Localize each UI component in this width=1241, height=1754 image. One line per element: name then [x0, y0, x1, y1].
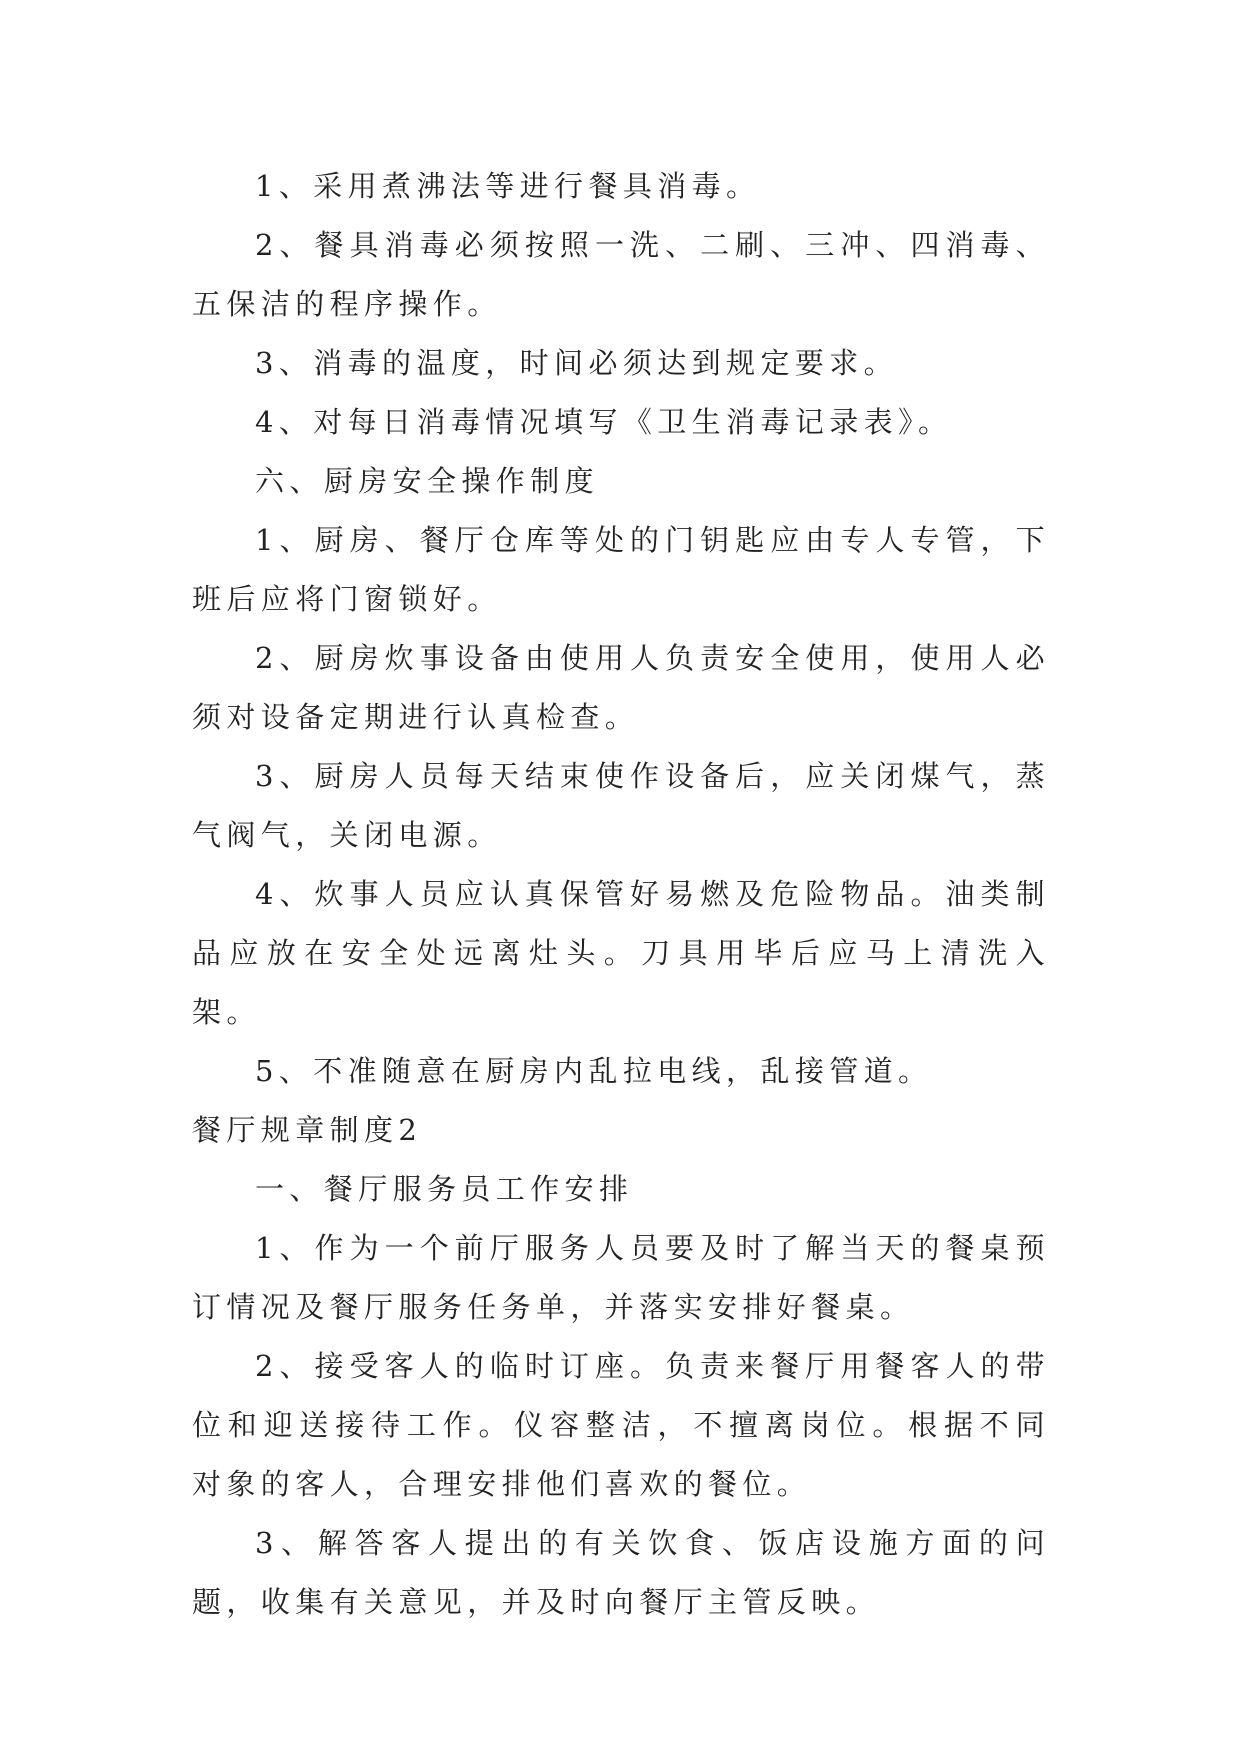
paragraph: 1、作为一个前厅服务人员要及时了解当天的餐桌预订情况及餐厅服务任务单，并落实安排好餐桌。: [192, 1231, 1050, 1324]
section-heading: 一、餐厅服务员工作安排: [255, 1172, 634, 1206]
section-heading: 六、厨房安全操作制度: [255, 464, 600, 498]
paragraph: 4、炊事人员应认真保管好易燃及危险物品。油类制品应放在安全处远离灶头。刀具用毕后应马上清洗入架。: [192, 877, 1050, 1029]
paragraph: 1、采用煮沸法等进行餐具消毒。: [255, 169, 761, 203]
paragraph: 4、对每日消毒情况填写《卫生消毒记录表》。: [255, 405, 953, 439]
document-body: [192, 157, 1050, 1632]
paragraph: 5、不准随意在厨房内乱拉电线，乱接管道。: [255, 1054, 933, 1088]
paragraph: 3、消毒的温度，时间必须达到规定要求。: [255, 346, 899, 380]
paragraph: 3、解答客人提出的有关饮食、饭店设施方面的问题，收集有关意见，并及时向餐厅主管反映。: [192, 1526, 1050, 1619]
paragraph: 3、厨房人员每天结束使作设备后，应关闭煤气，蒸气阀气，关闭电源。: [192, 759, 1050, 852]
paragraph: 2、厨房炊事设备由使用人负责安全使用，使用人必须对设备定期进行认真检查。: [192, 641, 1050, 734]
paragraph: 2、接受客人的临时订座。负责来餐厅用餐客人的带位和迎送接待工作。仪容整洁，不擅离岗位。根据不同对象的客人，合理安排他们喜欢的餐位。: [192, 1349, 1050, 1501]
document-heading: 餐厅规章制度2: [192, 1113, 423, 1147]
paragraph: 2、餐具消毒必须按照一洗、二刷、三冲、四消毒、五保洁的程序操作。: [192, 228, 1050, 321]
paragraph: 1、厨房、餐厅仓库等处的门钥匙应由专人专管，下班后应将门窗锁好。: [192, 523, 1050, 616]
